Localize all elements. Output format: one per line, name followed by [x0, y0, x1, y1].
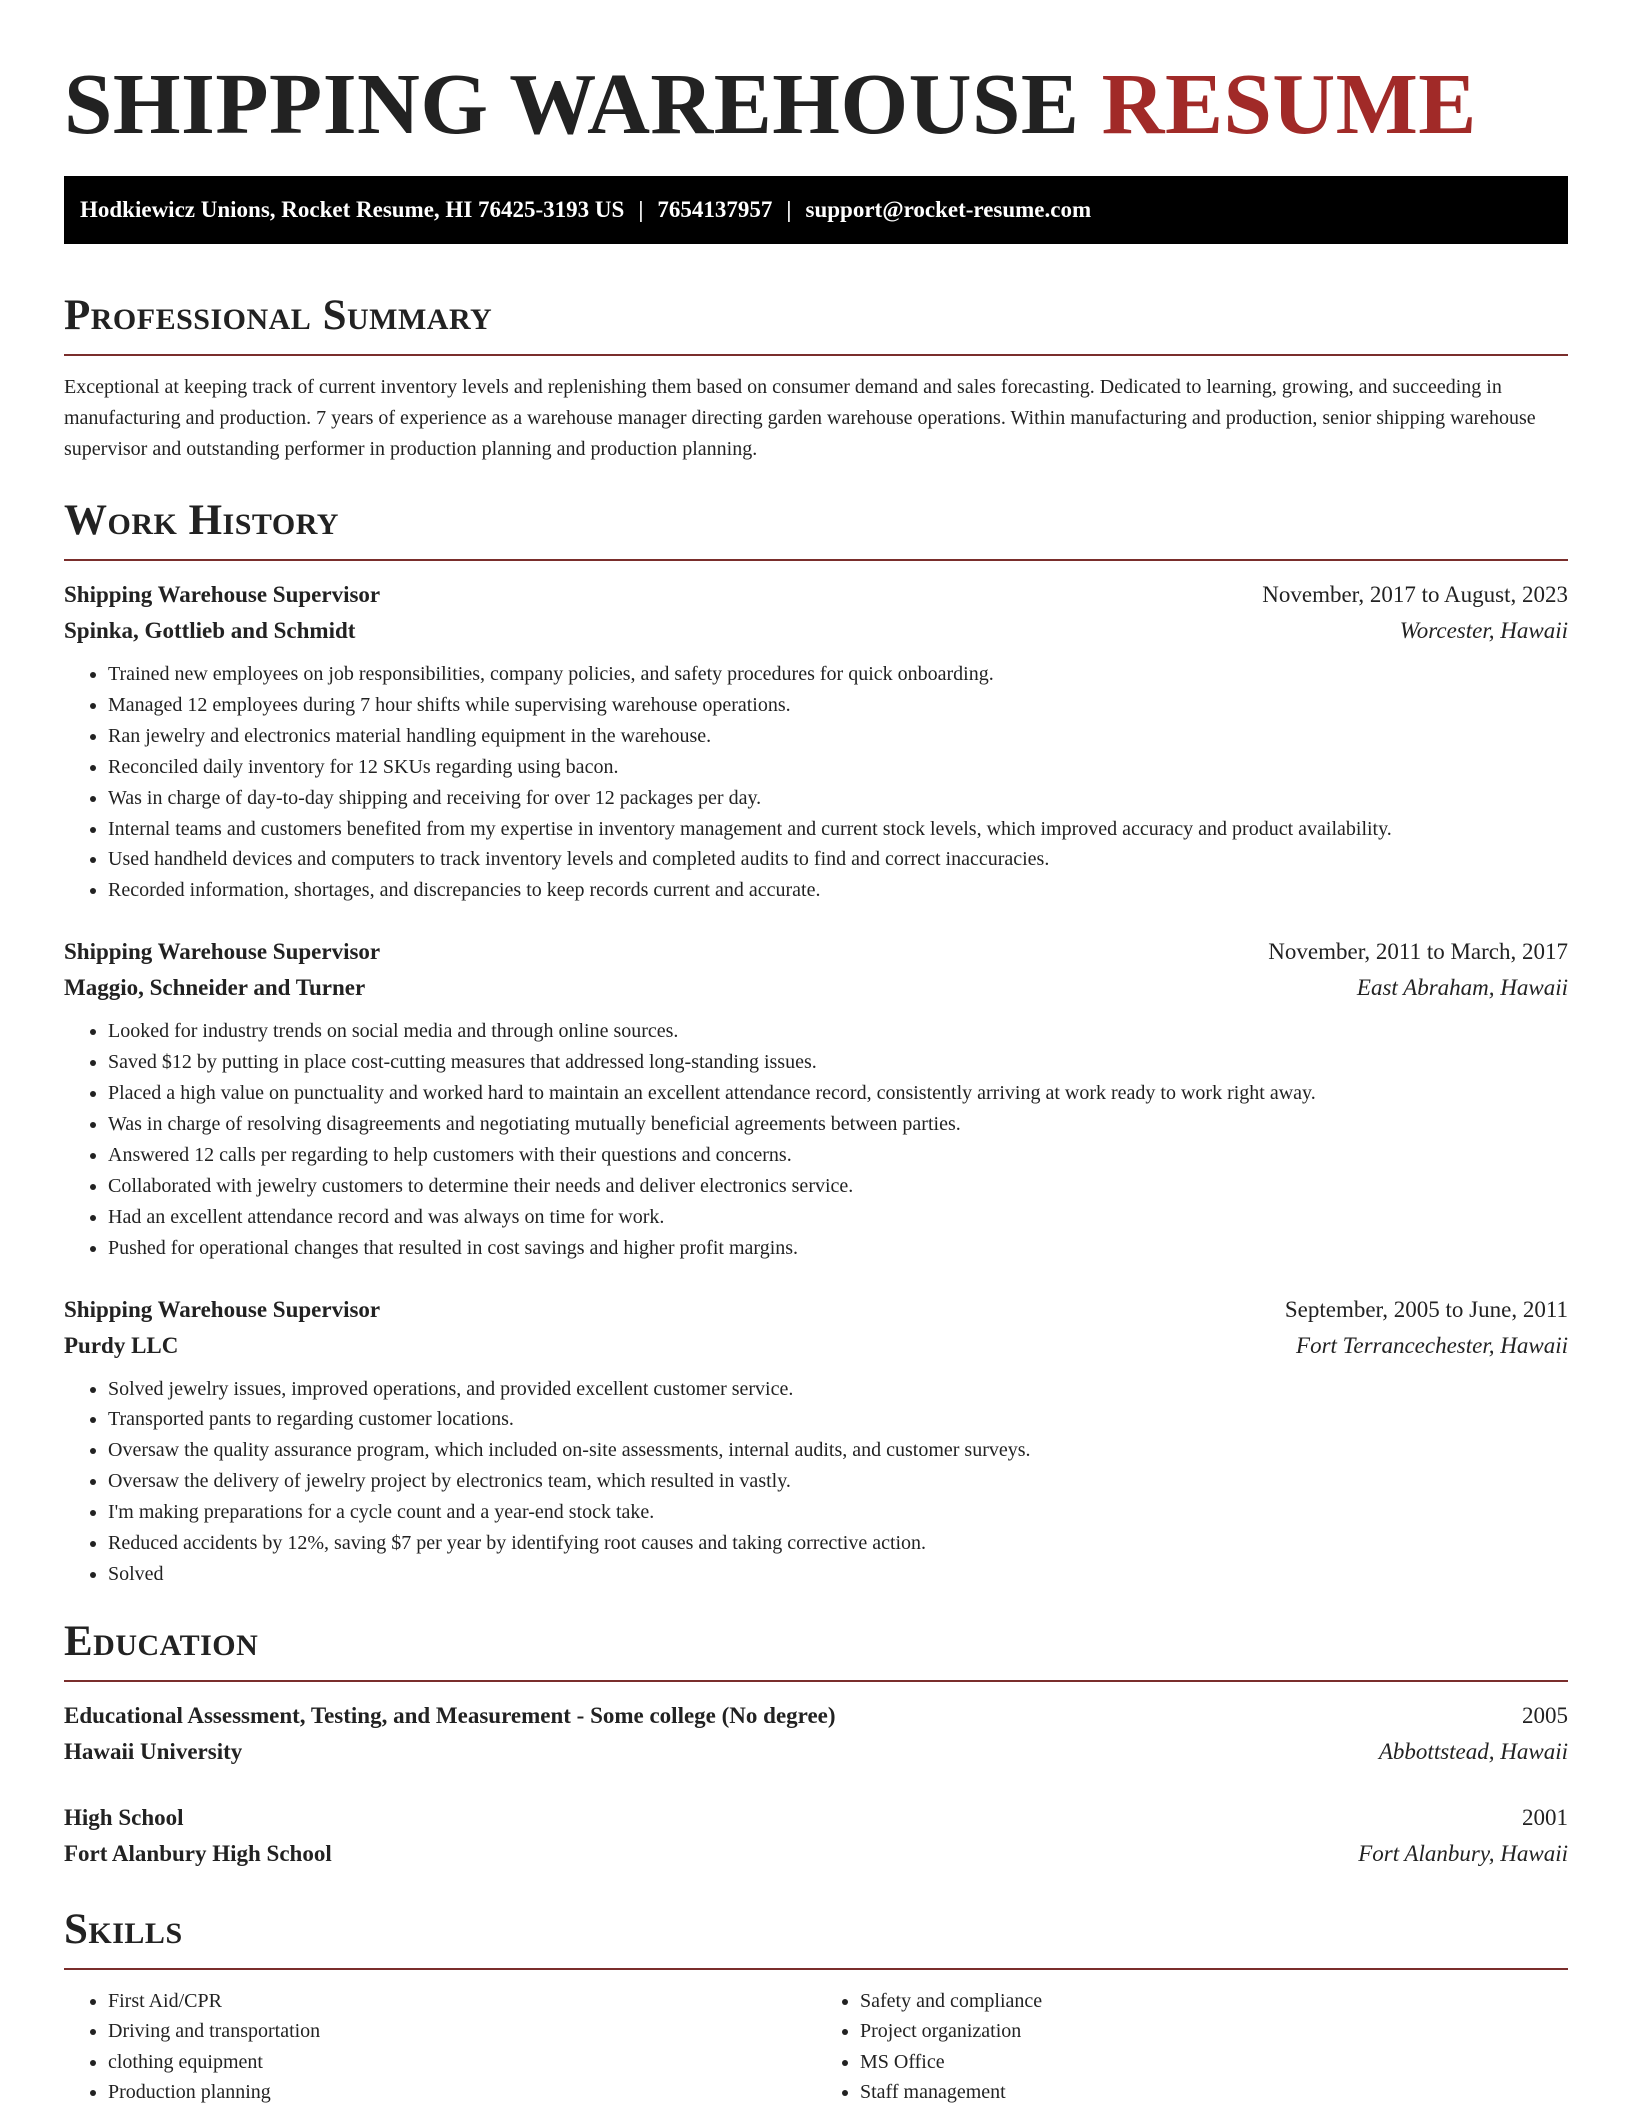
job-bullet: • Collaborated with jewelry customers to determine their needs and deliver electronics service. — [108, 1171, 1568, 1202]
job-bullet: • Managed 12 employees during 7 hour shifts while supervising warehouse operations. — [108, 690, 1568, 721]
job-bullet: • Looked for industry trends on social media and through online sources. — [108, 1016, 1568, 1047]
section-divider — [64, 559, 1568, 561]
skill-item: • Safety and compliance — [860, 1986, 1568, 2017]
summary-text: Exceptional at keeping track of current inventory levels and replenishing them based on consumer demand and sales forecasting. Dedicated to learning, growing, and succeeding in manufacturing and production. 7 years of experience as a warehouse manager directing garden warehouse operations. Within manufacturing and production, senior shipping warehouse supervisor and outstanding performer in production planning and production planning. — [64, 376, 1536, 460]
section-heading-summary: Professional Summary — [64, 292, 493, 339]
education-location: Abbottstead, Hawaii — [1378, 1738, 1568, 1764]
skill-item: • First Aid/CPR — [108, 1986, 816, 2017]
job-entry — [64, 934, 1568, 1263]
skill-item: • MS Office — [860, 2047, 1568, 2078]
job-entry — [64, 577, 1568, 906]
contact-separator: | — [638, 197, 644, 222]
contact-phone: 7654137957 — [657, 197, 773, 222]
skills-list-left — [64, 1986, 816, 2108]
education-year: 2005 — [1522, 1702, 1568, 1728]
job-header-row — [64, 577, 1568, 613]
education-school-row — [64, 1836, 1568, 1872]
job-bullets — [64, 659, 1568, 906]
section-heading-skills: Skills — [64, 1905, 183, 1953]
section-heading-education: Education — [64, 1617, 259, 1665]
skills-list-right — [816, 1986, 1568, 2108]
section-divider — [64, 1968, 1568, 1970]
education-degree: Educational Assessment, Testing, and Measurement - Some college (No degree) — [64, 1702, 836, 1728]
summary-section — [64, 288, 1568, 465]
job-bullet: • Was in charge of day-to-day shipping and receiving for over 12 packages per day. — [108, 783, 1568, 814]
job-header-row — [64, 1292, 1568, 1328]
job-bullet: • Oversaw the quality assurance program, which included on-site assessments, internal audits, and customer surveys. — [108, 1435, 1568, 1466]
job-company-row — [64, 970, 1568, 1006]
skill-item: • Driving and transportation — [108, 2016, 816, 2047]
resume-page — [64, 0, 1568, 2108]
job-bullet: • Solved jewelry issues, improved operations, and provided excellent customer service. — [108, 1374, 1568, 1405]
education-year: 2001 — [1522, 1804, 1568, 1830]
job-bullet: • Answered 12 calls per regarding to help customers with their questions and concerns. — [108, 1140, 1568, 1171]
job-header-row — [64, 934, 1568, 970]
job-title: Shipping Warehouse Supervisor — [64, 939, 381, 965]
job-dates: September, 2005 to June, 2011 — [1284, 1296, 1568, 1322]
education-entry — [64, 1800, 1568, 1872]
job-location: Fort Terrancechester, Hawaii — [1296, 1332, 1568, 1358]
contact-email: support@rocket-resume.com — [805, 197, 1092, 222]
job-bullet: • Recorded information, shortages, and discrepancies to keep records current and accurate. — [108, 875, 1568, 906]
job-bullet: • Ran jewelry and electronics material handling equipment in the warehouse. — [108, 721, 1568, 752]
education-school-row — [64, 1734, 1568, 1770]
job-company-row — [64, 613, 1568, 649]
job-bullets — [64, 1374, 1568, 1590]
job-bullet: • Saved $12 by putting in place cost-cutting measures that addressed long-standing issues. — [108, 1047, 1568, 1078]
job-bullet: • Reconciled daily inventory for 12 SKUs regarding using bacon. — [108, 752, 1568, 783]
title-main: SHIPPING WAREHOUSE — [64, 55, 1080, 152]
education-degree-row — [64, 1800, 1568, 1836]
job-bullet: • Transported pants to regarding customer locations. — [108, 1404, 1568, 1435]
job-bullet: • Had an excellent attendance record and was always on time for work. — [108, 1202, 1568, 1233]
job-company-row — [64, 1328, 1568, 1364]
education-school: Fort Alanbury High School — [64, 1840, 332, 1866]
education-entry — [64, 1698, 1568, 1770]
education-degree: High School — [64, 1804, 184, 1830]
skill-item: • Project organization — [860, 2016, 1568, 2047]
job-location: Worcester, Hawaii — [1399, 618, 1568, 643]
job-bullet: • Was in charge of resolving disagreements and negotiating mutually beneficial agreements between parties. — [108, 1109, 1568, 1140]
education-school: Hawaii University — [64, 1738, 243, 1764]
job-dates: November, 2017 to August, 2023 — [1262, 582, 1568, 607]
education-location: Fort Alanbury, Hawaii — [1358, 1840, 1568, 1866]
skill-item: • Staff management — [860, 2077, 1568, 2108]
title-accent: RESUME — [1101, 55, 1477, 152]
job-bullet: • Internal teams and customers benefited from my expertise in inventory management and current stock levels, which improved accuracy and product availability. — [108, 814, 1568, 845]
education-section — [64, 1614, 1568, 1872]
work-history-section — [64, 493, 1568, 1590]
skill-item: • clothing equipment — [108, 2047, 816, 2078]
job-bullet: • I'm making preparations for a cycle count and a year-end stock take. — [108, 1497, 1568, 1528]
skill-item: • Production planning — [108, 2077, 816, 2108]
resume-title — [64, 48, 1568, 160]
skills-columns — [64, 1986, 1568, 2108]
contact-address: Hodkiewicz Unions, Rocket Resume, HI 76425-3193 US — [80, 197, 625, 222]
job-company: Maggio, Schneider and Turner — [64, 975, 366, 1001]
job-bullet: • Reduced accidents by 12%, saving $7 per year by identifying root causes and taking corrective action. — [108, 1528, 1568, 1559]
section-divider — [64, 354, 1568, 356]
education-degree-row — [64, 1698, 1568, 1734]
job-bullet: • Placed a high value on punctuality and worked hard to maintain an excellent attendance record, consistently arriving at work ready to work right away. — [108, 1078, 1568, 1109]
job-dates: November, 2011 to March, 2017 — [1268, 939, 1568, 965]
job-location: East Abraham, Hawaii — [1356, 975, 1568, 1001]
job-company: Spinka, Gottlieb and Schmidt — [64, 618, 356, 643]
contact-bar — [64, 176, 1568, 244]
job-company: Purdy LLC — [64, 1332, 179, 1358]
section-divider — [64, 1680, 1568, 1682]
job-bullets — [64, 1016, 1568, 1263]
job-bullet: • Trained new employees on job responsibilities, company policies, and safety procedures for quick onboarding. — [108, 659, 1568, 690]
job-title: Shipping Warehouse Supervisor — [64, 582, 381, 607]
job-bullet: • Pushed for operational changes that resulted in cost savings and higher profit margins. — [108, 1233, 1568, 1264]
job-title: Shipping Warehouse Supervisor — [64, 1296, 381, 1322]
section-heading-work: Work History — [64, 497, 339, 544]
job-entry — [64, 1292, 1568, 1590]
job-bullet: • Used handheld devices and computers to track inventory levels and completed audits to find and correct inaccuracies. — [108, 844, 1568, 875]
skills-section — [64, 1902, 1568, 2108]
contact-separator: | — [786, 197, 792, 222]
job-bullet: • Solved — [108, 1559, 1568, 1590]
job-bullet: • Oversaw the delivery of jewelry project by electronics team, which resulted in vastly. — [108, 1466, 1568, 1497]
